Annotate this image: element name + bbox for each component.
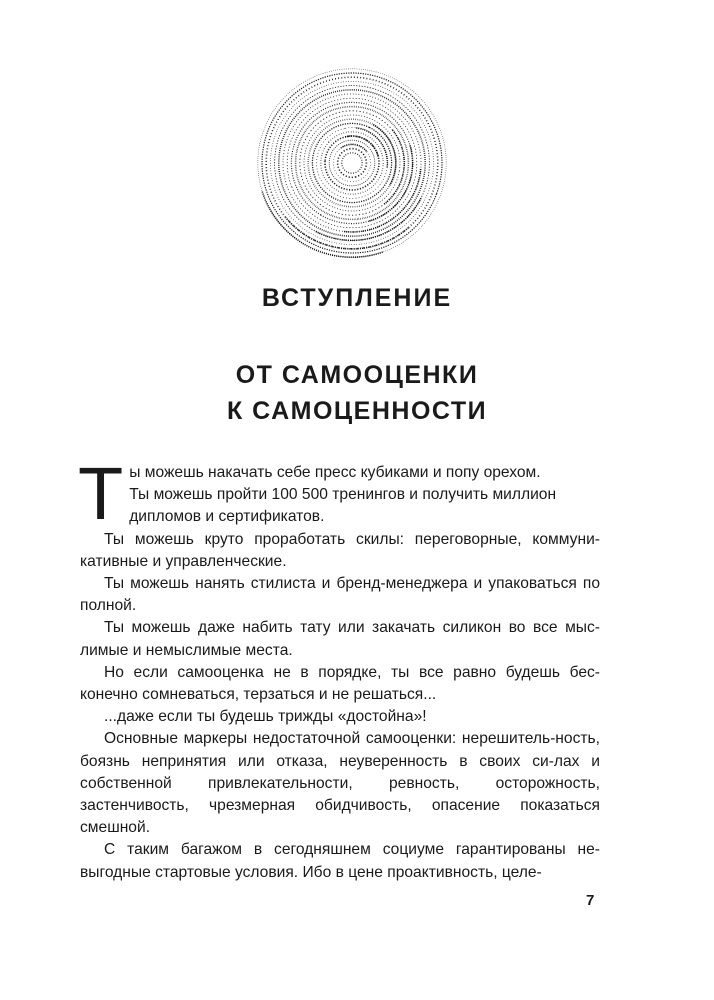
chapter-title [0,357,714,429]
dotted-ring [334,145,370,181]
page-number: 7 [586,892,595,909]
paragraph: С таким багажом в сегодняшнем социуме гарантированы не-выгодные стартовые условия. Ибо в цене проактивность, целе- [80,841,600,881]
dotted-ring [267,78,436,247]
paragraph: Ты можешь круто проработать скилы: переговорные, коммуни-кативные и управленческие. [80,530,600,570]
dotted-ring [268,79,437,248]
paragraph: Но если самооценка не в порядке, ты все равно будешь бес-конечно сомневаться, терзаться и не решаться... [80,663,600,704]
section-label: ВСТУПЛЕНИЕ [261,284,453,312]
dotted-ring [296,107,407,218]
paragraph: Ты можешь нанять стилиста и бренд-менеджера и упаковаться по полной. [80,575,600,615]
lead-line: Ты можешь пройти 100 500 тренингов и получить миллион [129,486,557,504]
dotted-rings [257,68,447,258]
body-text [78,452,600,884]
dotted-ring [308,119,396,207]
dotted-ring [273,84,430,241]
dotted-arc [356,128,387,168]
dotted-ring [293,104,411,222]
dotted-circle-emblem [257,68,447,258]
dotted-ring [328,139,376,187]
chapter-title-line-1: ОТ САМООЦЕНКИ [235,361,479,389]
dotted-ring [323,134,382,193]
lead-line: ы можешь накачать себе пресс кубиками и попу орехом. [129,464,541,481]
lead-paragraph [78,452,600,535]
chapter-title-line-2: К САМОЦЕННОСТИ [226,397,488,425]
paragraph: Ты можешь даже набить тату или закачать силикон во все мыс-лимые и немыслимые места. [80,619,600,659]
dotted-ring [321,132,384,195]
drop-cap: Т [78,452,124,535]
paragraph: Основные маркеры недостаточной самооценки: нерешитель-ность, боязнь непринятия или отказа, неуверенность в своих си-лах и собственной привлекательности, ревность, осторожность, застенчивость, чрезмерная обидчивость, опасение показаться смешной. [80,730,600,837]
dotted-ring [310,121,393,204]
dotted-ring [269,80,435,246]
paragraph: ...даже если ты будешь трижды «достойна»! [104,708,427,726]
lead-line: дипломов и сертификатов. [129,508,325,526]
